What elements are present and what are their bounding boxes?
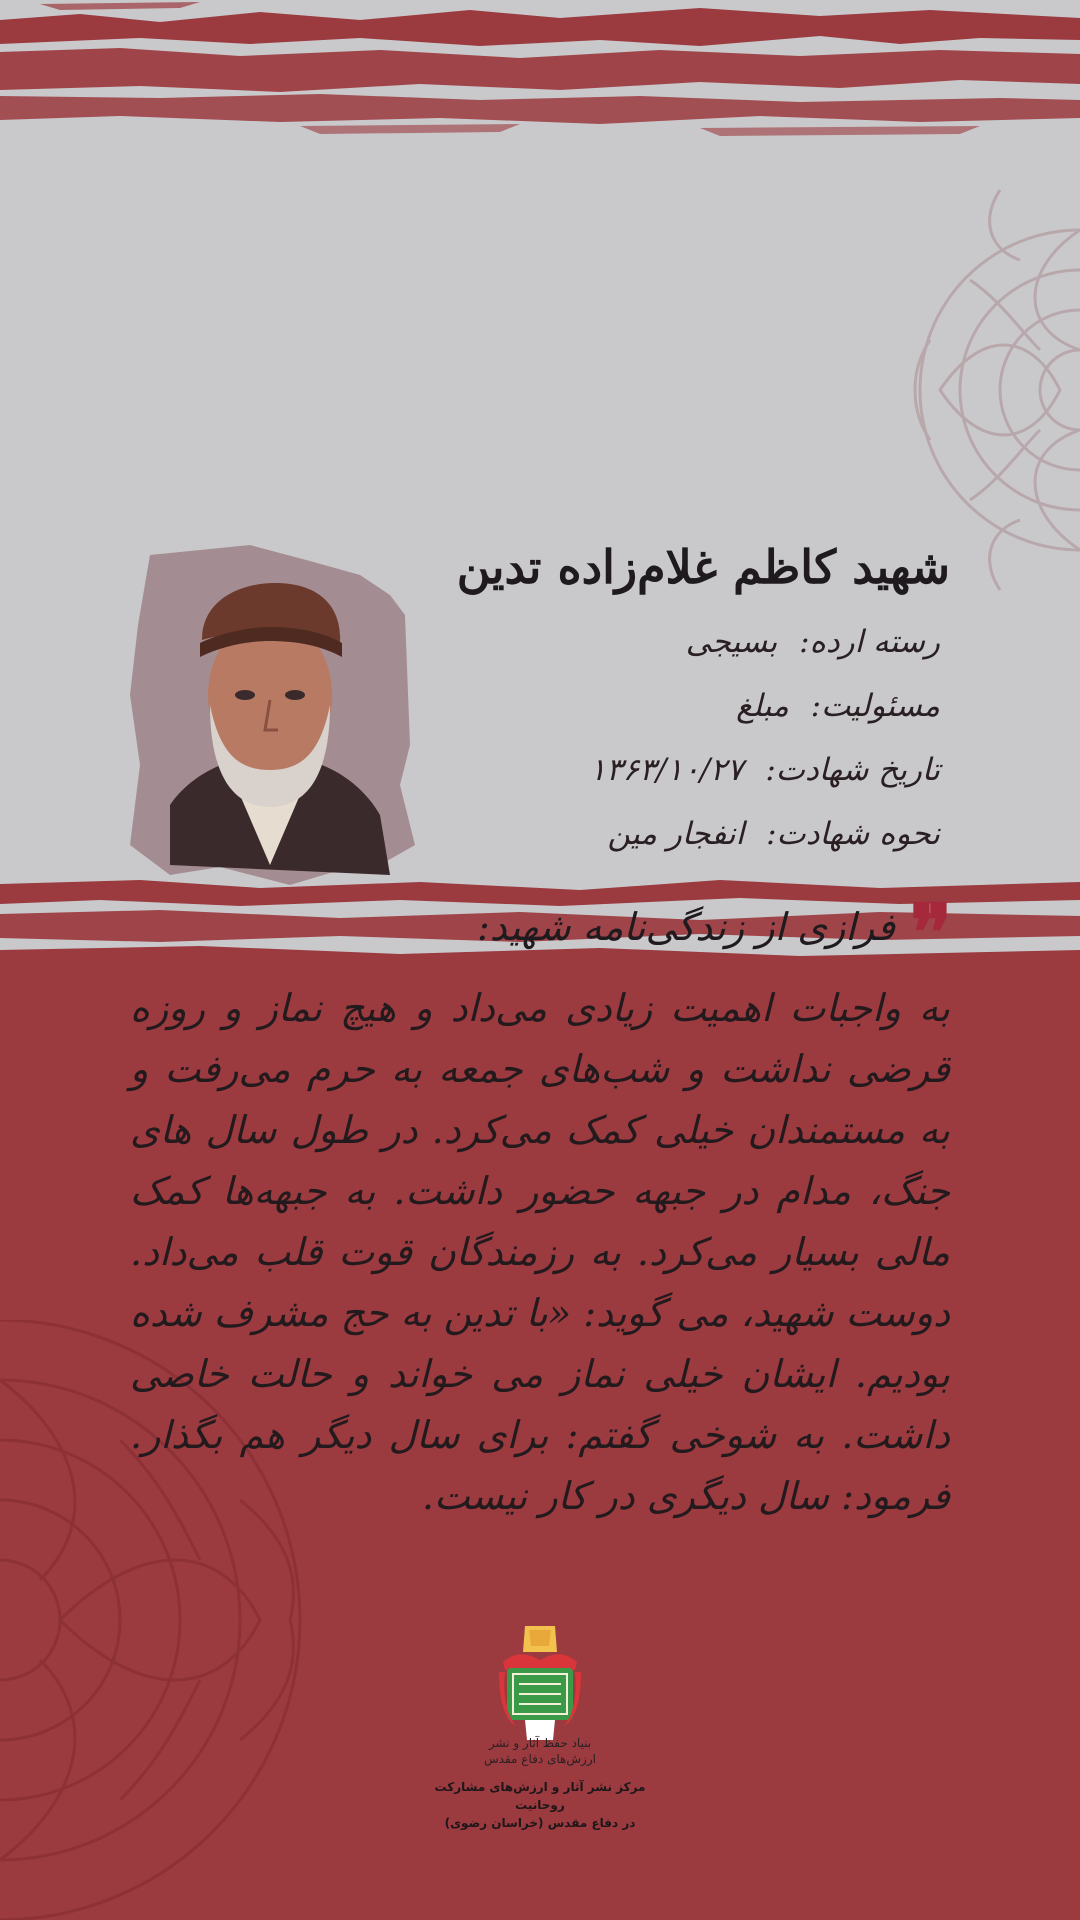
info-label: رسته ارده: (799, 624, 940, 660)
info-row-martyrdom-method (380, 816, 940, 852)
center-name-line1: مرکز نشر آثار و ارزش‌های مشارکت روحانیت (434, 1780, 646, 1812)
portrait-icon (130, 545, 415, 885)
quote-mark-icon: ❞ (910, 888, 952, 979)
org-name-line1: بنیاد حفظ آثار و نشر (488, 1736, 592, 1750)
top-brush-stroke (0, 0, 1080, 140)
info-value: بسیجی (685, 624, 778, 660)
foundation-logo (495, 1622, 585, 1742)
center-name (410, 1778, 670, 1832)
info-row-corps (380, 624, 940, 660)
info-label: تاریخ شهادت: (765, 752, 940, 788)
info-label: مسئولیت: (810, 688, 940, 724)
martyr-title: شهید کاظم غلام‌زاده تدین (456, 540, 950, 594)
info-value: مبلغ (736, 688, 789, 724)
info-row-responsibility (380, 688, 940, 724)
portrait-photo (130, 545, 415, 885)
org-name (440, 1735, 640, 1767)
info-label: نحوه شهادت: (766, 816, 940, 852)
excerpt-title: فرازی از زندگی‌نامه شهید: (476, 905, 895, 949)
org-name-line2: ارزش‌های دفاع مقدس (484, 1752, 596, 1766)
info-row-martyrdom-date (380, 752, 940, 788)
logo-emblem-icon (495, 1622, 585, 1742)
info-value: ۱۳۶۳/۱۰/۲۷ (589, 752, 744, 788)
info-value: انفجار مین (607, 816, 745, 852)
center-name-line2: در دفاع مقدس (خراسان رضوی) (444, 1816, 636, 1830)
excerpt-body: به واجبات اهمیت زیادی می‌داد و هیچ نماز و روزه قرضی نداشت و شب‌های جمعه به حرم می‌رفت و به مستمندان خیلی کمک می‌کرد. در طول سال های جنگ، مدام در جبهه حضور داشت. به جبهه‌ها کمک مالی بسیار می‌کرد. به رزمندگان قوت قلب می‌داد. دوست شهید، می گوید: «با تدین به حج مشرف شده بودیم. ایشان خیلی نماز می خواند و حالت خاصی داشت. به شوخی گفتم: برای سال دیگر هم بگذار. فرمود: سال دیگری در کار نیست. (130, 986, 950, 1518)
